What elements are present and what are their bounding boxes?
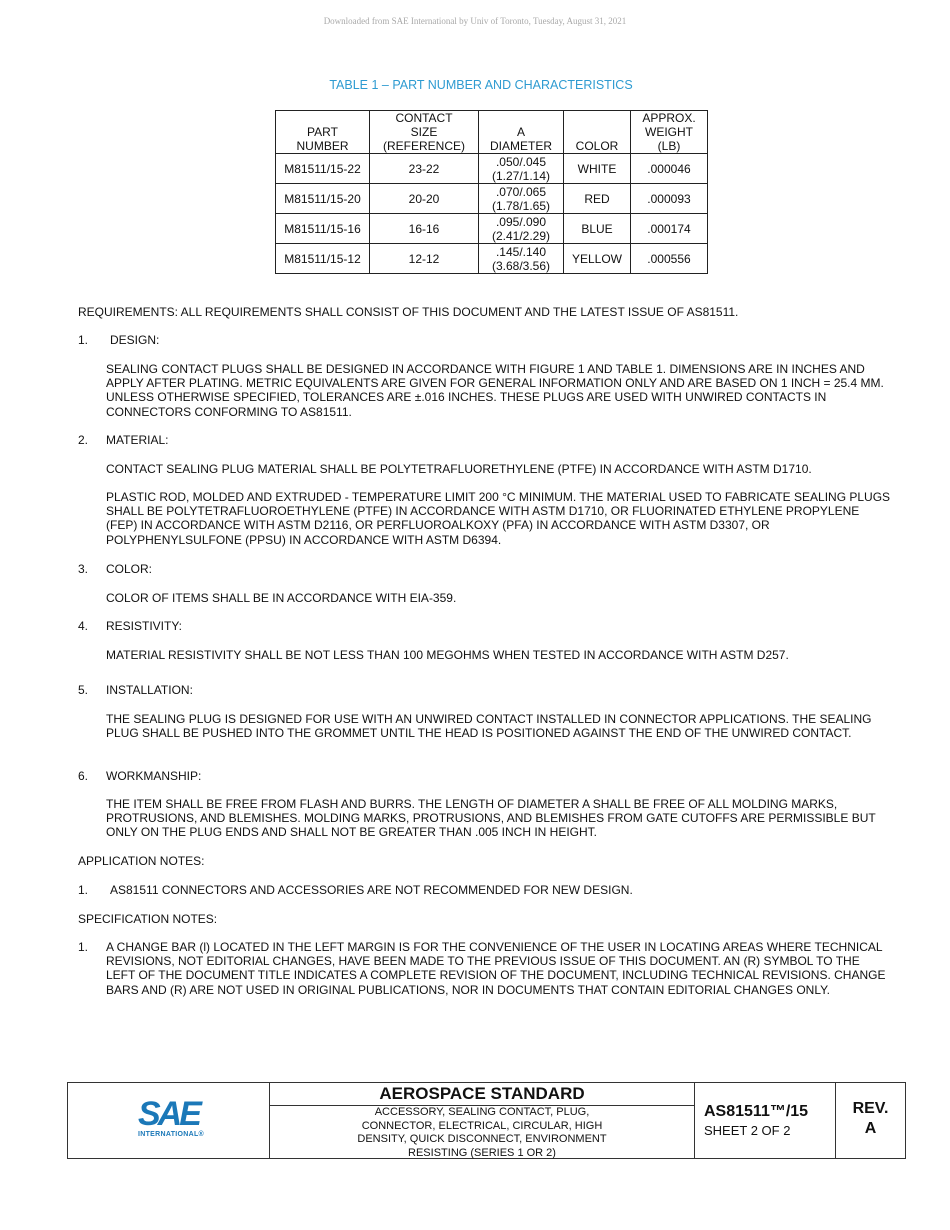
- cell-weight: .000093: [631, 184, 708, 214]
- logo-cell: [68, 1083, 270, 1158]
- table-title: TABLE 1 – PART NUMBER AND CHARACTERISTICS: [329, 78, 633, 92]
- section-2-heading: MATERIAL:: [106, 433, 169, 447]
- col-header-part-number: PART NUMBER: [276, 111, 370, 154]
- table-row: [276, 154, 708, 184]
- cell-size: 16-16: [370, 214, 479, 244]
- section-1-paragraph: SEALING CONTACT PLUGS SHALL BE DESIGNED IN ACCORDANCE WITH FIGURE 1 AND TABLE 1. DIMENSIONS ARE IN INCHES AND APPLY AFTER PLATING. METRIC EQUIVALENTS ARE GIVEN FOR GENERAL INFORMATION ONLY AND ARE BASED ON 1 INCH = 25.4 MM. UNLESS OTHERWISE SPECIFIED, TOLERANCES ARE ±.016 INCHES. THESE PLUGS ARE USED WITH UNWIRED CONTACTS IN CONNECTORS CONFORMING TO AS81511.: [106, 362, 884, 419]
- part-number-table: [275, 110, 708, 274]
- col-header-diameter: A DIAMETER: [479, 111, 564, 154]
- cell-diameter: .050/.045 (1.27/1.14): [479, 154, 564, 184]
- table-header-row: [276, 111, 708, 154]
- col-header-color: COLOR: [564, 111, 631, 154]
- revision: REV. A: [852, 1100, 889, 1137]
- cell-weight: .000556: [631, 244, 708, 274]
- sheet-number: SHEET 2 OF 2: [704, 1123, 791, 1138]
- specification-note-1: A CHANGE BAR (l) LOCATED IN THE LEFT MARGIN IS FOR THE CONVENIENCE OF THE USER IN LOCATING AREAS WHERE TECHNICAL REVISIONS, NOT EDITORIAL CHANGES, HAVE BEEN MADE TO THE PREVIOUS ISSUE OF THIS DOCUMENT. AN (R) SYMBOL TO THE LEFT OF THE DOCUMENT TITLE INDICATES A COMPLETE REVISION OF THE DOCUMENT, INCLUDING TECHNICAL REVISIONS. CHANGE BARS AND (R) ARE NOT USED IN ORIGINAL PUBLICATIONS, NOR IN DOCUMENTS THAT CONTAIN EDITORIAL CHANGES ONLY.: [106, 940, 886, 997]
- cell-color: RED: [564, 184, 631, 214]
- cell-color: WHITE: [564, 154, 631, 184]
- table-row: [276, 244, 708, 274]
- cell-diameter: .095/.090 (2.41/2.29): [479, 214, 564, 244]
- cell-part: M81511/15-12: [276, 244, 370, 274]
- table-row: [276, 184, 708, 214]
- cell-color: YELLOW: [564, 244, 631, 274]
- cell-part: M81511/15-22: [276, 154, 370, 184]
- cell-size: 12-12: [370, 244, 479, 274]
- doc-number-cell: [695, 1083, 836, 1158]
- title-cell: [270, 1083, 695, 1158]
- section-4-paragraph: MATERIAL RESISTIVITY SHALL BE NOT LESS THAN 100 MEGOHMS WHEN TESTED IN ACCORDANCE WITH ASTM D257.: [106, 648, 789, 662]
- sae-logo: SAE INTERNATIONAL®: [138, 1095, 205, 1138]
- standard-type: AEROSPACE STANDARD: [270, 1083, 694, 1106]
- requirements-statement: REQUIREMENTS: ALL REQUIREMENTS SHALL CONSIST OF THIS DOCUMENT AND THE LATEST ISSUE OF AS81511.: [78, 305, 739, 319]
- title-block: [67, 1082, 906, 1159]
- section-5-paragraph: THE SEALING PLUG IS DESIGNED FOR USE WITH AN UNWIRED CONTACT INSTALLED IN CONNECTOR APPLICATIONS. THE SEALING PLUG SHALL BE PUSHED INTO THE GROMMET UNTIL THE HEAD IS POSITIONED AGAINST THE END OF THE UNWIRED CONTACT.: [106, 712, 872, 741]
- cell-diameter: .070/.065 (1.78/1.65): [479, 184, 564, 214]
- cell-diameter: .145/.140 (3.68/3.56): [479, 244, 564, 274]
- cell-part: M81511/15-16: [276, 214, 370, 244]
- section-6-paragraph: THE ITEM SHALL BE FREE FROM FLASH AND BURRS. THE LENGTH OF DIAMETER A SHALL BE FREE OF ALL MOLDING MARKS, PROTRUSIONS, AND BLEMISHES. MOLDING MARKS, PROTRUSIONS, AND BLEMISHES FROM GATE CUTOFFS ARE PERMISSIBLE BUT ONLY ON THE PLUG ENDS AND SHALL NOT BE GREATER THAN .005 INCH IN HEIGHT.: [106, 797, 876, 840]
- cell-weight: .000046: [631, 154, 708, 184]
- application-note-1: AS81511 CONNECTORS AND ACCESSORIES ARE NOT RECOMMENDED FOR NEW DESIGN.: [110, 883, 633, 897]
- section-4-number: 4.: [78, 619, 89, 633]
- section-2-paragraph-1: CONTACT SEALING PLUG MATERIAL SHALL BE POLYTETRAFLUORETHYLENE (PTFE) IN ACCORDANCE WITH ASTM D1710.: [106, 462, 812, 476]
- section-4-heading: RESISTIVITY:: [106, 619, 183, 633]
- application-notes-heading: APPLICATION NOTES:: [78, 854, 205, 868]
- cell-size: 20-20: [370, 184, 479, 214]
- section-2-paragraph-2: PLASTIC ROD, MOLDED AND EXTRUDED - TEMPERATURE LIMIT 200 °C MINIMUM. THE MATERIAL USED TO FABRICATE SEALING PLUGS SHALL BE POLYTETRAFLUOROETHYLENE (PTFE) IN ACCORDANCE WITH ASTM D1710, OR FLUORINATED ETHYLENE PROPYLENE (FEP) IN ACCORDANCE WITH ASTM D2116, OR PERFLUOROALKOXY (PFA) IN ACCORDANCE WITH ASTM D3307, OR POLYPHENYLSULFONE (PPSU) IN ACCORDANCE WITH ASTM D6394.: [106, 490, 891, 547]
- table-row: [276, 214, 708, 244]
- section-3-heading: COLOR:: [106, 562, 153, 576]
- section-1-number: 1.: [78, 333, 89, 347]
- specification-notes-heading: SPECIFICATION NOTES:: [78, 912, 218, 926]
- section-6-heading: WORKMANSHIP:: [106, 769, 202, 783]
- document-number: AS81511™/15: [704, 1103, 809, 1120]
- section-6-number: 6.: [78, 769, 89, 783]
- document-title: ACCESSORY, SEALING CONTACT, PLUG, CONNECTOR, ELECTRICAL, CIRCULAR, HIGH DENSITY, QUICK DISCONNECT, ENVIRONMENT RESISTING (SERIES 1 OR 2): [357, 1106, 607, 1159]
- cell-color: BLUE: [564, 214, 631, 244]
- revision-cell: [836, 1083, 905, 1158]
- application-note-1-number: 1.: [78, 883, 89, 897]
- col-header-weight: APPROX. WEIGHT (LB): [631, 111, 708, 154]
- cell-weight: .000174: [631, 214, 708, 244]
- cell-size: 23-22: [370, 154, 479, 184]
- section-5-number: 5.: [78, 683, 89, 697]
- specification-note-1-number: 1.: [78, 940, 89, 954]
- section-2-number: 2.: [78, 433, 89, 447]
- section-3-paragraph: COLOR OF ITEMS SHALL BE IN ACCORDANCE WITH EIA-359.: [106, 591, 457, 605]
- section-5-heading: INSTALLATION:: [106, 683, 193, 697]
- download-watermark: Downloaded from SAE International by Univ of Toronto, Tuesday, August 31, 2021: [323, 16, 627, 26]
- cell-part: M81511/15-20: [276, 184, 370, 214]
- col-header-contact-size: CONTACT SIZE (REFERENCE): [370, 111, 479, 154]
- section-1-heading: DESIGN:: [110, 333, 160, 347]
- section-3-number: 3.: [78, 562, 89, 576]
